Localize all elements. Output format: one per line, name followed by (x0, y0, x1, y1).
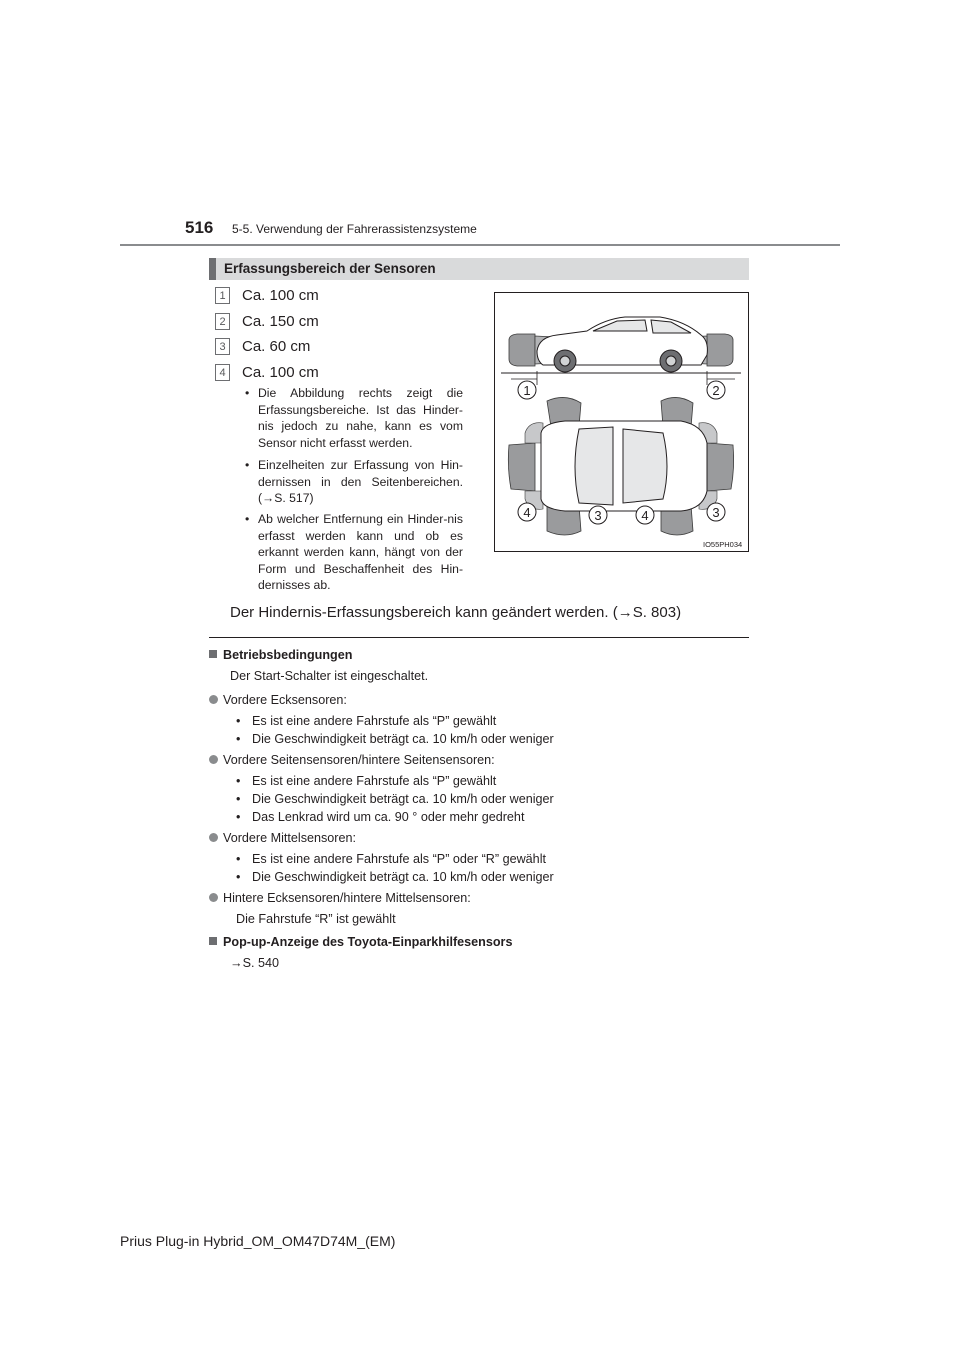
condition-text: Das Lenkrad wird um ca. 90 ° oder mehr gedreht (252, 810, 525, 824)
section-divider (209, 637, 749, 638)
range-text-1: Ca. 100 cm (242, 287, 319, 304)
page-number: 516 (185, 218, 214, 237)
area-change-note: Der Hindernis-Erfassungsbereich kann geändert werden. (→S. 803) (230, 604, 682, 621)
condition-item: • Die Geschwindigkeit beträgt ca. 10 km/h oder weniger (236, 732, 554, 746)
condition-item: • Es ist eine andere Fahrstufe als “P” gewählt (236, 774, 497, 788)
callout-3b: 3 (712, 505, 720, 520)
popup-heading-text: Pop-up-Anzeige des Toyota-Einparkhilfesensors (223, 935, 513, 949)
callout-3: 4 (523, 505, 531, 520)
condition-item: • Das Lenkrad wird um ca. 90 ° oder mehr gedreht (236, 810, 525, 824)
note-item: • Ab welcher Entfernung ein Hinder-nis erfasst werden kann und ob es erkannt werden kann, hängt von der Form und Beschaffenheit des Hin-dernisses ab. (245, 512, 463, 593)
note-item: • Die Abbildung rechts zeigt die Erfassungsbereiche. Ist das Hinder-nis jedoch zu nahe, kann es vom Sensor nicht erfasst werden. (245, 386, 463, 450)
condition-group-title: Vordere Ecksensoren: (223, 693, 347, 707)
sensor-range-illustration (495, 293, 748, 551)
note-item: • Einzelheiten zur Erfassung von Hin-dernissen in den Seitenbereichen. (→S. 517) (245, 458, 463, 506)
range-number-3: 3 (215, 338, 230, 355)
note-text: Die Abbildung rechts zeigt die Erfassungsbereiche. Ist das Hinder-nis jedoch zu nahe, kann es vom Sensor nicht erfasst werden. (258, 386, 463, 450)
condition-item: • Die Geschwindigkeit beträgt ca. 10 km/h oder weniger (236, 870, 554, 884)
square-bullet-icon (209, 937, 217, 945)
circle-bullet-icon (209, 833, 218, 842)
operating-heading (209, 648, 352, 662)
condition-text: Die Geschwindigkeit beträgt ca. 10 km/h oder weniger (252, 870, 554, 884)
condition-text: Es ist eine andere Fahrstufe als “P” gewählt (252, 774, 497, 788)
condition-item: • Es ist eine andere Fahrstufe als “P” gewählt (236, 714, 497, 728)
callout-4: 3 (594, 508, 602, 523)
condition-group (209, 753, 495, 767)
condition-group-title: Vordere Mittelsensoren: (223, 831, 357, 845)
range-number-2: 2 (215, 313, 230, 330)
condition-text: Die Geschwindigkeit beträgt ca. 10 km/h oder weniger (252, 792, 554, 806)
condition-group (209, 693, 347, 707)
range-text-3: Ca. 60 cm (242, 338, 311, 355)
footer-doc-id: Prius Plug-in Hybrid_OM_OM47D74M_(EM) (120, 1233, 396, 1249)
chapter-title: 5-5. Verwendung der Fahrerassistenzsysteme (232, 222, 477, 236)
condition-text: Es ist eine andere Fahrstufe als “P” oder “R” gewählt (252, 852, 546, 866)
condition-text: Die Geschwindigkeit beträgt ca. 10 km/h oder weniger (252, 732, 554, 746)
note-text: Ab welcher Entfernung ein Hinder-nis erfasst werden kann und ob es erkannt werden kann, hängt von der Form und Beschaffenheit des Hin-dernisses ab. (258, 512, 463, 593)
header-rule (120, 244, 840, 246)
callout-2: 2 (712, 383, 720, 398)
section-title: Erfassungsbereich der Sensoren (224, 261, 436, 276)
popup-ref: →S. 540 (230, 956, 280, 970)
callout-1: 1 (523, 383, 531, 398)
operating-heading-text: Betriebsbedingungen (223, 648, 353, 662)
sensor-range-figure (494, 292, 749, 552)
figure-code: IO55PH034 (703, 540, 743, 549)
note-text: Einzelheiten zur Erfassung von Hin-dernissen in den Seitenbereichen. (→S. 517) (258, 458, 463, 506)
condition-group (209, 831, 356, 845)
range-number-4: 4 (215, 364, 230, 381)
range-number-1: 1 (215, 287, 230, 304)
condition-text: Es ist eine andere Fahrstufe als “P” gewählt (252, 714, 497, 728)
square-bullet-icon (209, 650, 217, 658)
operating-intro: Der Start-Schalter ist eingeschaltet. (230, 669, 429, 683)
condition-item: • Es ist eine andere Fahrstufe als “P” oder “R” gewählt (236, 852, 546, 866)
section-title-accent (209, 258, 216, 280)
condition-item: • Die Geschwindigkeit beträgt ca. 10 km/h oder weniger (236, 792, 554, 806)
range-text-4: Ca. 100 cm (242, 364, 319, 381)
circle-bullet-icon (209, 893, 218, 902)
condition-plain: Die Fahrstufe “R” ist gewählt (236, 912, 396, 926)
circle-bullet-icon (209, 695, 218, 704)
callout-4b: 4 (641, 508, 649, 523)
popup-heading (209, 935, 512, 949)
condition-group (209, 891, 471, 905)
range-text-2: Ca. 150 cm (242, 313, 319, 330)
condition-group-title: Hintere Ecksensoren/hintere Mittelsensoren: (223, 891, 471, 905)
condition-group-title: Vordere Seitensensoren/hintere Seitensensoren: (223, 753, 495, 767)
circle-bullet-icon (209, 755, 218, 764)
